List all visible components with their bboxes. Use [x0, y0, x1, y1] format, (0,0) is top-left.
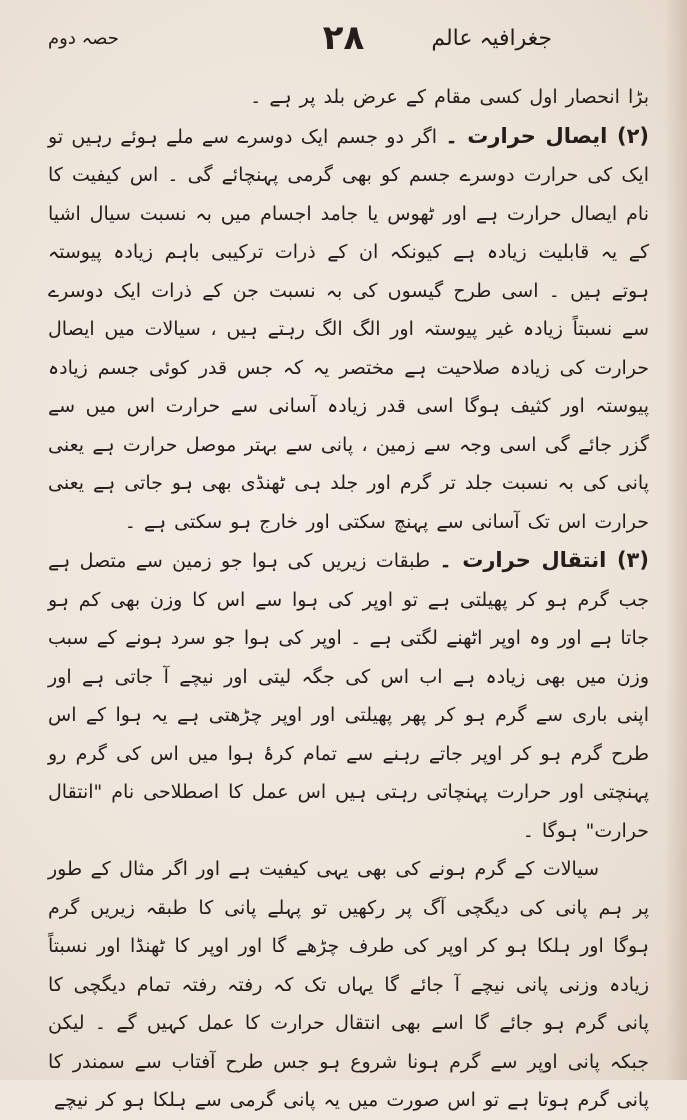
book-title: جغرافیہ عالم [431, 26, 552, 51]
paragraph-text: اگر دو جسم ایک دوسرے سے ملے ہوئے رہیں تو ایک کی حرارت دوسرے جسم کو بھی گرمی پہنچائے گی ۔ اس کیفیت کا نام ایصال حرارت ہے اور ٹھوس یا جامد اجسام میں بہ نسبت سیال اشیا کے یہ قابلیت زیادہ ہے کیونکہ ان کے ذرات ترکیبی باہم زیادہ پیوستہ ہوتے ہیں ۔ اسی طرح گیسوں کی بہ نسبت جن کے ذرات ایک دوسرے سے نسبتاً زیادہ غیر پیوستہ اور الگ الگ رہتے ہیں ، سیالات میں ایصال حرارت کی زیادہ صلاحیت ہے مختصر یہ کہ جس قدر کوئی جسم زیادہ پیوستہ اور کثیف ہوگا اسی قدر زیادہ آسانی سے حرارت اس میں سے گزر جائے گی اسی وجہ سے زمین ، پانی سے بہتر موصل حرارت ہے یعنی پانی کی بہ نسبت جلد تر گرم اور جلد ہی ٹھنڈی بھی ہو جاتی ہے یعنی حرارت اس تک آسانی سے پہنچ سکتی اور خارج ہو سکتی ہے ۔ [48, 125, 649, 533]
page-body [48, 78, 650, 1111]
paragraph-text: بڑا انحصار اول کسی مقام کے عرض بلد پر ہے ۔ [250, 86, 649, 108]
paragraph-liquids [48, 850, 649, 1120]
paragraph-text: طبقات زیریں کی ہوا جو زمین سے متصل ہے جب گرم ہو کر پھیلتی ہے تو اوپر کی ہوا سے اس کا وزن بھی کم ہو جاتا ہے اور وہ اوپر اٹھنے لگتی ہے ۔ اوپر کی ہوا جو سرد ہونے کے سبب وزن میں بھی زیادہ ہے اب اس کی جگہ لیتی اور نیچے آ جاتی ہے اور اپنی باری سے گرم ہو کر پھر پھیلتی اور اوپر چڑھتی ہے یہ ہوا کے اس طرح گرم ہو کر اوپر جاتے رہنے سے تمام کرۂ ہوا میں اس کی گرم رو پہنچتی اور حرارت پہنچاتی رہتی ہیں اس عمل کا اصطلاحی نام "انتقال حرارت" ہوگا ۔ [48, 550, 649, 842]
paragraph-intro [48, 78, 649, 117]
paragraph-convection [48, 541, 649, 850]
paragraph-conduction [48, 117, 649, 542]
section-heading-conduction: (۲) ایصال حرارت ۔ [445, 123, 650, 148]
paragraph-text: سیالات کے گرم ہونے کی بھی یہی کیفیت ہے اور اگر مثال کے طور پر ہم پانی کی دیگچی آگ پر رکھیں تو پہلے پانی کا طبقہ زیریں گرم ہوگا اور ہلکا ہو کر اوپر کی طرف چڑھے گا اور اوپر کا ٹھنڈا اور نسبتاً زیادہ وزنی پانی نیچے آ جائے گا یہاں تک کہ رفتہ رفتہ تمام دیگچی کا پانی گرم ہو جائے گا اسے بھی انتقال حرارت کا عمل کہیں گے ۔ لیکن جبکہ پانی اوپر سے گرم ہونا شروع ہو جس طرح آفتاب سے سمندر کا پانی گرم ہوتا ہے تو اس صورت میں یہ پانی گرمی سے ہلکا ہو کر نیچے [48, 858, 649, 1111]
page-header [30, 14, 657, 64]
page-number: ۲۸ [322, 18, 365, 58]
part-label: حصہ دوم [48, 28, 119, 49]
page-fold-shadow [665, 0, 687, 1080]
section-heading-convection: (۳) انتقال حرارت ۔ [439, 548, 649, 572]
